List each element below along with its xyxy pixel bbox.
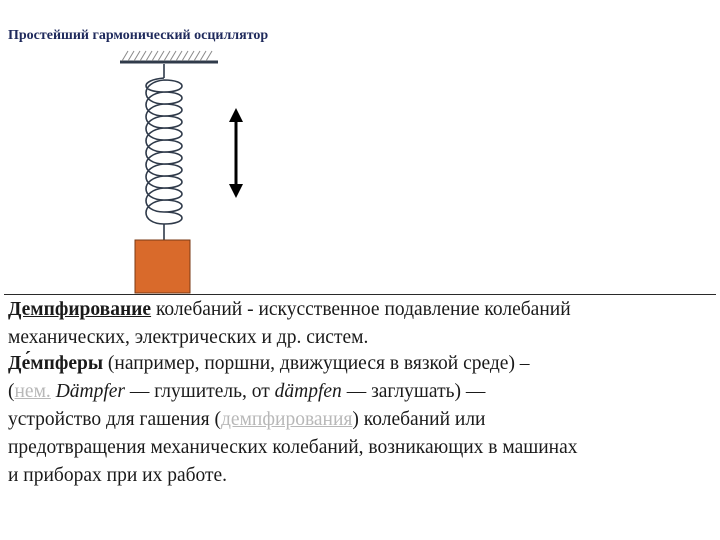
dampers-paragraph (8, 350, 578, 490)
ceiling-hatch-icon (120, 51, 218, 62)
dampers-line-5: и приборах при их работе. (8, 465, 228, 486)
dampers-line-1 (8, 350, 578, 378)
term-dampfirovanie: Демпфирование (8, 299, 152, 320)
slide-title: Простейший гармонический осциллятор (8, 28, 269, 43)
dampers-text-1: (например, поршни, движущиеся в вязкой среде) – (103, 353, 530, 374)
word-daempfen: dämpfen (274, 381, 342, 402)
dampers-line-2 (8, 378, 578, 406)
dampers-text-3a: устройство для гашения ( (8, 409, 222, 430)
double-arrow-icon (229, 108, 243, 198)
definition-line-1 (8, 296, 571, 324)
damping-link[interactable]: демпфирования (221, 409, 353, 430)
term-dampfery: Де́мпферы (8, 353, 104, 374)
dampers-mid-2: — заглушать) — (341, 381, 486, 402)
dampers-line-3 (8, 406, 578, 434)
dampers-text-3b: ) колебаний или (352, 409, 486, 430)
lang-link[interactable]: нем. (14, 381, 51, 402)
open-paren: ( (8, 381, 15, 402)
spring-icon (146, 64, 182, 240)
definition-paragraph (8, 296, 571, 352)
mass-block-icon (135, 240, 190, 293)
dampers-mid-1: — глушитель, от (125, 381, 275, 402)
dampers-line-4: предотвращения механических колебаний, возникающих в машинах (8, 437, 578, 458)
word-daempfer: Dämpfer (55, 381, 126, 402)
definition-line-2: механических, электрических и др. систем. (8, 327, 369, 348)
definition-text-1: колебаний - искусственное подавление колебаний (151, 299, 571, 320)
